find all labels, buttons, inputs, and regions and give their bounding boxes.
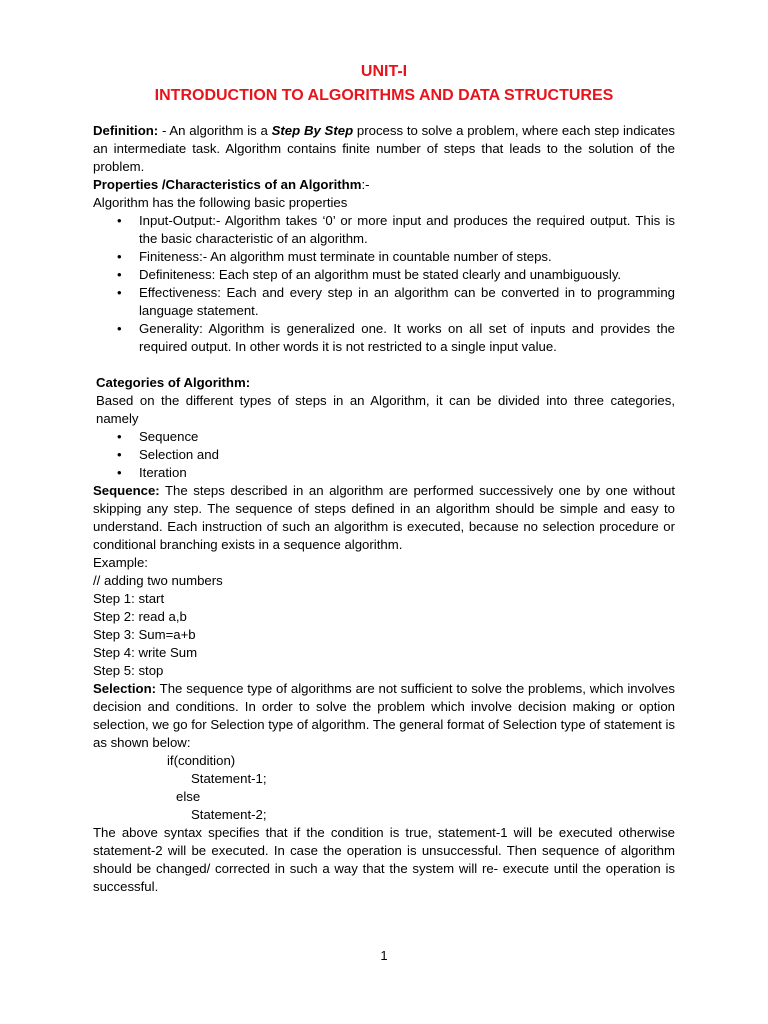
- document-page: [93, 60, 675, 896]
- definition-label: Definition:: [93, 123, 159, 138]
- properties-intro: Algorithm has the following basic properties: [93, 195, 348, 210]
- properties-heading: [93, 176, 675, 194]
- selection-label: Selection:: [93, 681, 157, 696]
- spacer: [93, 356, 675, 374]
- sequence-paragraph: [93, 482, 675, 554]
- list-item: • Finiteness:- An algorithm must terminate in countable number of steps.: [139, 248, 675, 266]
- list-item: • Iteration: [139, 464, 675, 482]
- list-item: • Selection and: [139, 446, 675, 464]
- sequence-label: Sequence:: [93, 483, 160, 498]
- example-line: Step 4: write Sum: [93, 645, 198, 660]
- list-item: • Effectiveness: Each and every step in an algorithm can be converted in to programming language statement.: [139, 284, 675, 320]
- properties-heading-suffix: :-: [361, 177, 370, 192]
- example-label: Example:: [93, 555, 148, 570]
- code-statement-1: Statement-1;: [191, 771, 267, 786]
- chapter-title: INTRODUCTION TO ALGORITHMS AND DATA STRUCTURES: [154, 87, 614, 104]
- list-item: • Input-Output:- Algorithm takes ‘0’ or more input and produces the required output. This is the basic characteristic of an algorithm.: [139, 212, 675, 248]
- properties-list: [93, 212, 675, 356]
- selection-paragraph: [93, 680, 675, 752]
- list-item: • Sequence: [139, 428, 675, 446]
- categories-intro: Based on the different types of steps in an Algorithm, it can be divided into three categories, namely: [96, 393, 675, 426]
- definition-pre: - An algorithm is a: [158, 123, 272, 138]
- example-line: Step 1: start: [93, 591, 165, 606]
- code-statement-2: Statement-2;: [191, 807, 267, 822]
- code-if: if(condition): [167, 753, 236, 768]
- unit-title: UNIT-I: [360, 63, 408, 80]
- categories-list: [93, 428, 675, 482]
- page-number: 1: [380, 948, 388, 963]
- definition-post: process to solve a problem, where each step indicates an intermediate task. Algorithm contains finite number of steps that leads to the solution of the problem.: [93, 123, 676, 174]
- sequence-text: The steps described in an algorithm are performed successively one by one without skipping any step. The sequence of steps defined in an algorithm should be simple and easy to understand. Each instruction of such an algorithm is executed, because no selection procedure or conditional branching exists in a sequence algorithm.: [93, 483, 675, 552]
- categories-heading: Categories of Algorithm:: [96, 375, 251, 390]
- example-line: Step 3: Sum=a+b: [93, 627, 196, 642]
- example-line: Step 2: read a,b: [93, 609, 187, 624]
- properties-heading-text: Properties /Characteristics of an Algorithm: [93, 177, 362, 192]
- definition-paragraph: [93, 122, 675, 176]
- selection-text: The sequence type of algorithms are not sufficient to solve the problems, which involves decision and conditions. In order to solve the problem which involve decision making or option selection, we go for Selection type of algorithm. The general format of Selection type of statement is as shown below:: [93, 681, 675, 750]
- example-line: Step 5: stop: [93, 663, 164, 678]
- code-else: else: [176, 789, 201, 804]
- example-line: // adding two numbers: [93, 573, 223, 588]
- definition-emphasis: Step By Step: [271, 123, 354, 138]
- list-item: • Definiteness: Each step of an algorithm must be stated clearly and unambiguously.: [139, 266, 675, 284]
- selection-explanation: The above syntax specifies that if the condition is true, statement-1 will be executed otherwise statement-2 will be executed. In case the operation is unsuccessful. Then sequence of algorithm should be changed/ corrected in such a way that the system will re- execute until the operation is successful.: [93, 825, 675, 894]
- list-item: • Generality: Algorithm is generalized one. It works on all set of inputs and provides the required output. In other words it is not restricted to a single input value.: [139, 320, 675, 356]
